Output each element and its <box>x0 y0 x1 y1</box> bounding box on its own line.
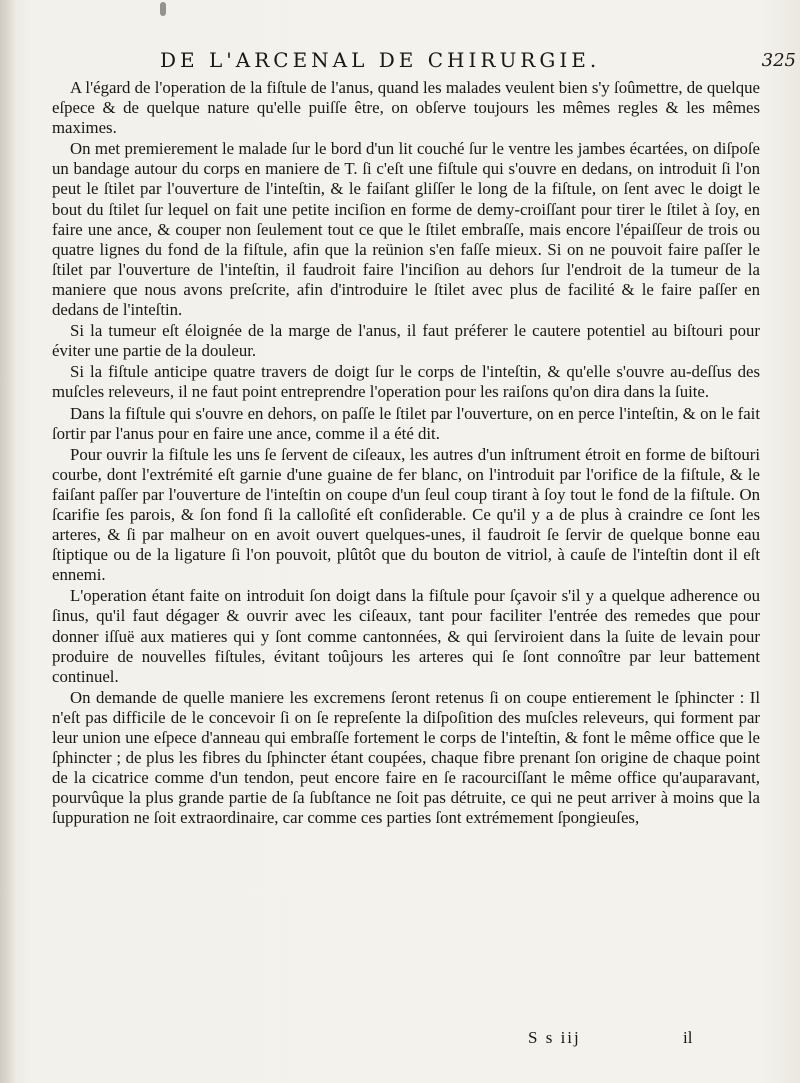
page-footer <box>0 1024 800 1050</box>
running-title: DE L'ARCENAL DE CHIRURGIE. <box>160 48 601 72</box>
page-fold-shadow <box>0 0 16 1083</box>
paragraph: Si la tumeur eſt éloignée de la marge de l'anus, il faut préferer le cautere potentiel au biſtouri pour éviter une partie de la douleur. <box>52 321 760 361</box>
paragraph: Pour ouvrir la fiſtule les uns ſe ſervent de ciſeaux, les autres d'un inſtrument étroit en forme de biſtouri courbe, dont l'extrémité eſt garnie d'une guaine de fer blanc, on l'introduit par l'orifice de la fiſtule, & le faiſant paſſer par l'ouverture de l'inteſtin on coupe d'un ſeul coup tirant à ſoy tout le fond de la fiſtule. On ſcarifie ſes parois, & ſon fond ſi la calloſité eſt conſiderable. Ce qu'il y a de plus à craindre ce ſont les arteres, & ſi par malheur on en avoit ouvert quelques-unes, il faudroit ſe ſervir de quelque bonne eau ſtiptique ou de la ligature ſi l'on pouvoit, plûtôt que du bouton de vitriol, à cauſe de l'inteſtin dont il eſt ennemi. <box>52 444 760 585</box>
body-text <box>52 78 760 828</box>
paragraph: A l'égard de l'operation de la fiſtule de l'anus, quand les malades veulent bien s'y ſoûmettre, de quelque eſpece & de quelque nature qu'elle puiſſe être, on obſerve toujours les mêmes regles & les mêmes maximes. <box>52 78 760 138</box>
signature-mark: S s iij <box>528 1028 581 1047</box>
paragraph: Dans la fiſtule qui s'ouvre en dehors, on paſſe le ſtilet par l'ouverture, on en perce l'inteſtin, & on le fait ſortir par l'anus pour en faire une ance, comme il a été dit. <box>52 403 760 443</box>
paragraph: On demande de quelle maniere les excremens ſeront retenus ſi on coupe entierement le ſphincter : Il n'eſt pas difficile de le concevoir ſi on ſe repreſente la diſpoſition des muſcles releveurs, qui forment par leur union une eſpece d'anneau qui embraſſe fortement le corps de l'inteſtin, & font le même office que le ſphincter ; de plus les fibres du ſphincter étant coupées, chaque fibre prenant ſon origine de chaque point de la cicatrice comme d'un tendon, peut encore faire en ſe racourciſſant le même office qu'auparavant, pourvûque la plus grande partie de ſa ſubſtance ne ſoit pas détruite, ce qui ne peut arriver à moins que la ſuppuration ne ſoit extraordinaire, car comme ces parties ſont extrémement ſpongieuſes, <box>52 687 760 828</box>
page-number: 325 <box>761 50 796 71</box>
ink-smudge <box>160 2 166 16</box>
catchword: il <box>683 1028 693 1047</box>
paragraph: Si la fiſtule anticipe quatre travers de doigt ſur le corps de l'inteſtin, & qu'elle s'ouvre au-deſſus des muſcles releveurs, il ne faut point entreprendre l'operation pour les raiſons qu'on dira dans la ſuite. <box>52 362 760 402</box>
paragraph: L'operation étant faite on introduit ſon doigt dans la fiſtule pour ſçavoir s'il y a quelque adherence ou ſinus, qu'il faut dégager & ouvrir avec les ciſeaux, tant pour faciliter l'entrée des remedes que pour donner iſſuë aux matieres qui y ſont comme cantonnées, & qui ſerviroient dans la ſuite de levain pour produire de nouvelles fiſtules, évitant toûjours les arteres qui ſe ſont connoître par leur battement continuel. <box>52 586 760 686</box>
running-head <box>160 48 796 78</box>
paragraph: On met premierement le malade ſur le bord d'un lit couché ſur le ventre les jambes écartées, on diſpoſe un bandage autour du corps en maniere de T. ſi c'eſt une fiſtule qui s'ouvre en dedans, on introduit ſi l'on peut le ſtilet par l'ouverture de l'inteſtin, & le faiſant gliſſer le long de la fiſtule, on ſent avec le doigt le bout du ſtilet ſur lequel on fait une petite inciſion en forme de demy-croiſſant pour tirer le ſtilet à ſoy, en faire une ance, & couper non ſeulement tout ce que le ſtilet embraſſe, mais encore l'épaiſſeur de trois ou quatre lignes du fond de la fiſtule, afin que la reünion s'en faſſe mieux. Si on ne pouvoit faire paſſer le ſtilet par l'ouverture de l'inteſtin, il faudroit faire l'inciſion au dehors ſur l'endroit de la tumeur de la maniere que nous avons preſcrite, afin d'introduire le ſtilet avec plus de facilité & le faire paſſer en dedans de l'inteſtin. <box>52 139 760 320</box>
